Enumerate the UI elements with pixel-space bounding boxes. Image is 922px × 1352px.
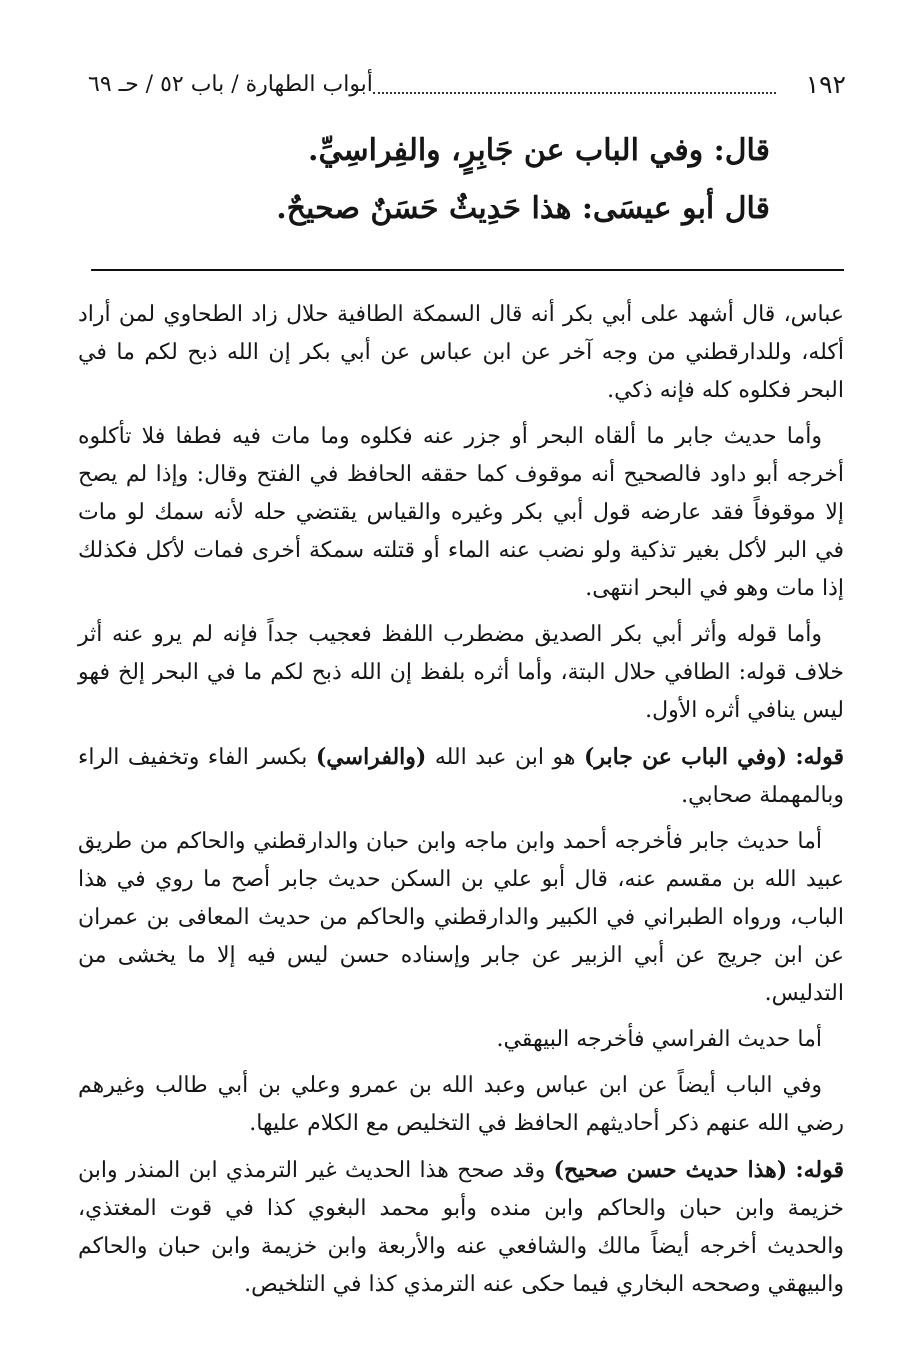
quoted-phrase-hasan-sahih: (هذا حديث حسن صحيح) — [553, 1157, 788, 1183]
commentary-paragraph-2: وأما حديث جابر ما ألقاه البحر أو جزر عنه فكلوه وما مات فيه فطفا فلا تأكلوه أخرجه أبو داود فالصحيح أنه موقوف كما حققه الحافظ في الفتح وقال: وإذا لم يصح إلا موقوفاً فقد عارضه قول أبي بكر وغيره والقياس يقتضي حله لأنه سمك لو مات في البر لأكل بغير تذكية ولو نضب عنه الماء أو قتلته سمكة أخرى فمات لأكل فكذلك إذا مات وهو في البحر انتهى. — [78, 424, 844, 601]
commentary-section — [78, 296, 844, 1312]
commentary-paragraph-5: أما حديث جابر فأخرجه أحمد وابن ماجه وابن حبان والدارقطني والحاكم من طريق عبيد الله بن مقسم عنه، قال أبو علي بن السكن حديث جابر أصح ما روي في هذا الباب، ورواه الطبراني في الكبير والدارقطني والحاكم من حديث المعافى بن عمران عن ابن جريج عن أبي الزبير عن جابر وإسناده حسن ليس فيه إلا ما يخشى من التدليس. — [78, 829, 844, 1006]
main-hadith-text — [175, 122, 770, 238]
paragraph-4-middle: هو ابن عبد الله — [434, 745, 576, 770]
main-text-line-2: قال أبو عيسَى: هذا حَدِيثٌ حَسَنٌ صحيحٌ. — [276, 191, 770, 226]
commentary-paragraph-8 — [78, 1151, 844, 1304]
running-title: أبواب الطهارة / باب ٥٢ / حـ ٦٩ — [88, 72, 373, 97]
paragraph-8-end: وقد صحح هذا الحديث غير الترمذي ابن المنذر وابن خزيمة وابن حبان والحاكم وابن منده وأبو محمد البغوي كذا في قوت المغتذي، والحديث أخرجه أيضاً مالك والشافعي عنه والأربعة وابن خزيمة وابن حبان والحاكم والبيهقي وصححه البخاري فيما حكى عنه الترمذي كذا في التلخيص. — [78, 1158, 844, 1297]
commentary-paragraph-4 — [78, 738, 844, 815]
quoted-phrase-firasi: (والفراسي) — [315, 744, 427, 770]
main-text-line-1: قال: وفي الباب عن جَابِرٍ، والفِراسِيِّ. — [308, 133, 770, 168]
quoted-phrase-jabir: (وفي الباب عن جابر) — [583, 744, 787, 770]
footnote-separator — [91, 269, 844, 271]
paragraph-4-end: بكسر الفاء وتخفيف الراء وبالمهملة صحابي. — [78, 745, 844, 808]
qawluhu-label-2: قوله: — [795, 1157, 845, 1183]
commentary-paragraph-3: وأما قوله وأثر أبي بكر الصديق مضطرب اللفظ فعجيب جداً فإنه لم يرو عنه أثر خلاف قوله: الطافي حلال البتة، وأما أثره بلفظ إن الله ذبح لكم ما في البحر إلخ فهو ليس ينافي أثره الأول. — [78, 622, 844, 723]
commentary-paragraph-7: وفي الباب أيضاً عن ابن عباس وعبد الله بن عمرو وعلي بن أبي طالب وغيرهم رضي الله عنهم ذكر أحاديثهم الحافظ في التخليص مع الكلام عليها. — [78, 1073, 844, 1136]
page-number: ١٩٢ — [805, 70, 846, 99]
commentary-paragraph-6: أما حديث الفراسي فأخرجه البيهقي. — [496, 1027, 822, 1052]
dotted-leader — [373, 92, 776, 96]
page-header — [88, 66, 846, 106]
commentary-paragraph-1: عباس، قال أشهد على أبي بكر أنه قال السمكة الطافية حلال زاد الطحاوي لمن أراد أكله، وللدارقطني من وجه آخر عن ابن عباس عن أبي بكر إن الله ذبح لكم ما في البحر فكلوه كله فإنه ذكي. — [78, 302, 844, 403]
qawluhu-label: قوله: — [795, 744, 845, 770]
